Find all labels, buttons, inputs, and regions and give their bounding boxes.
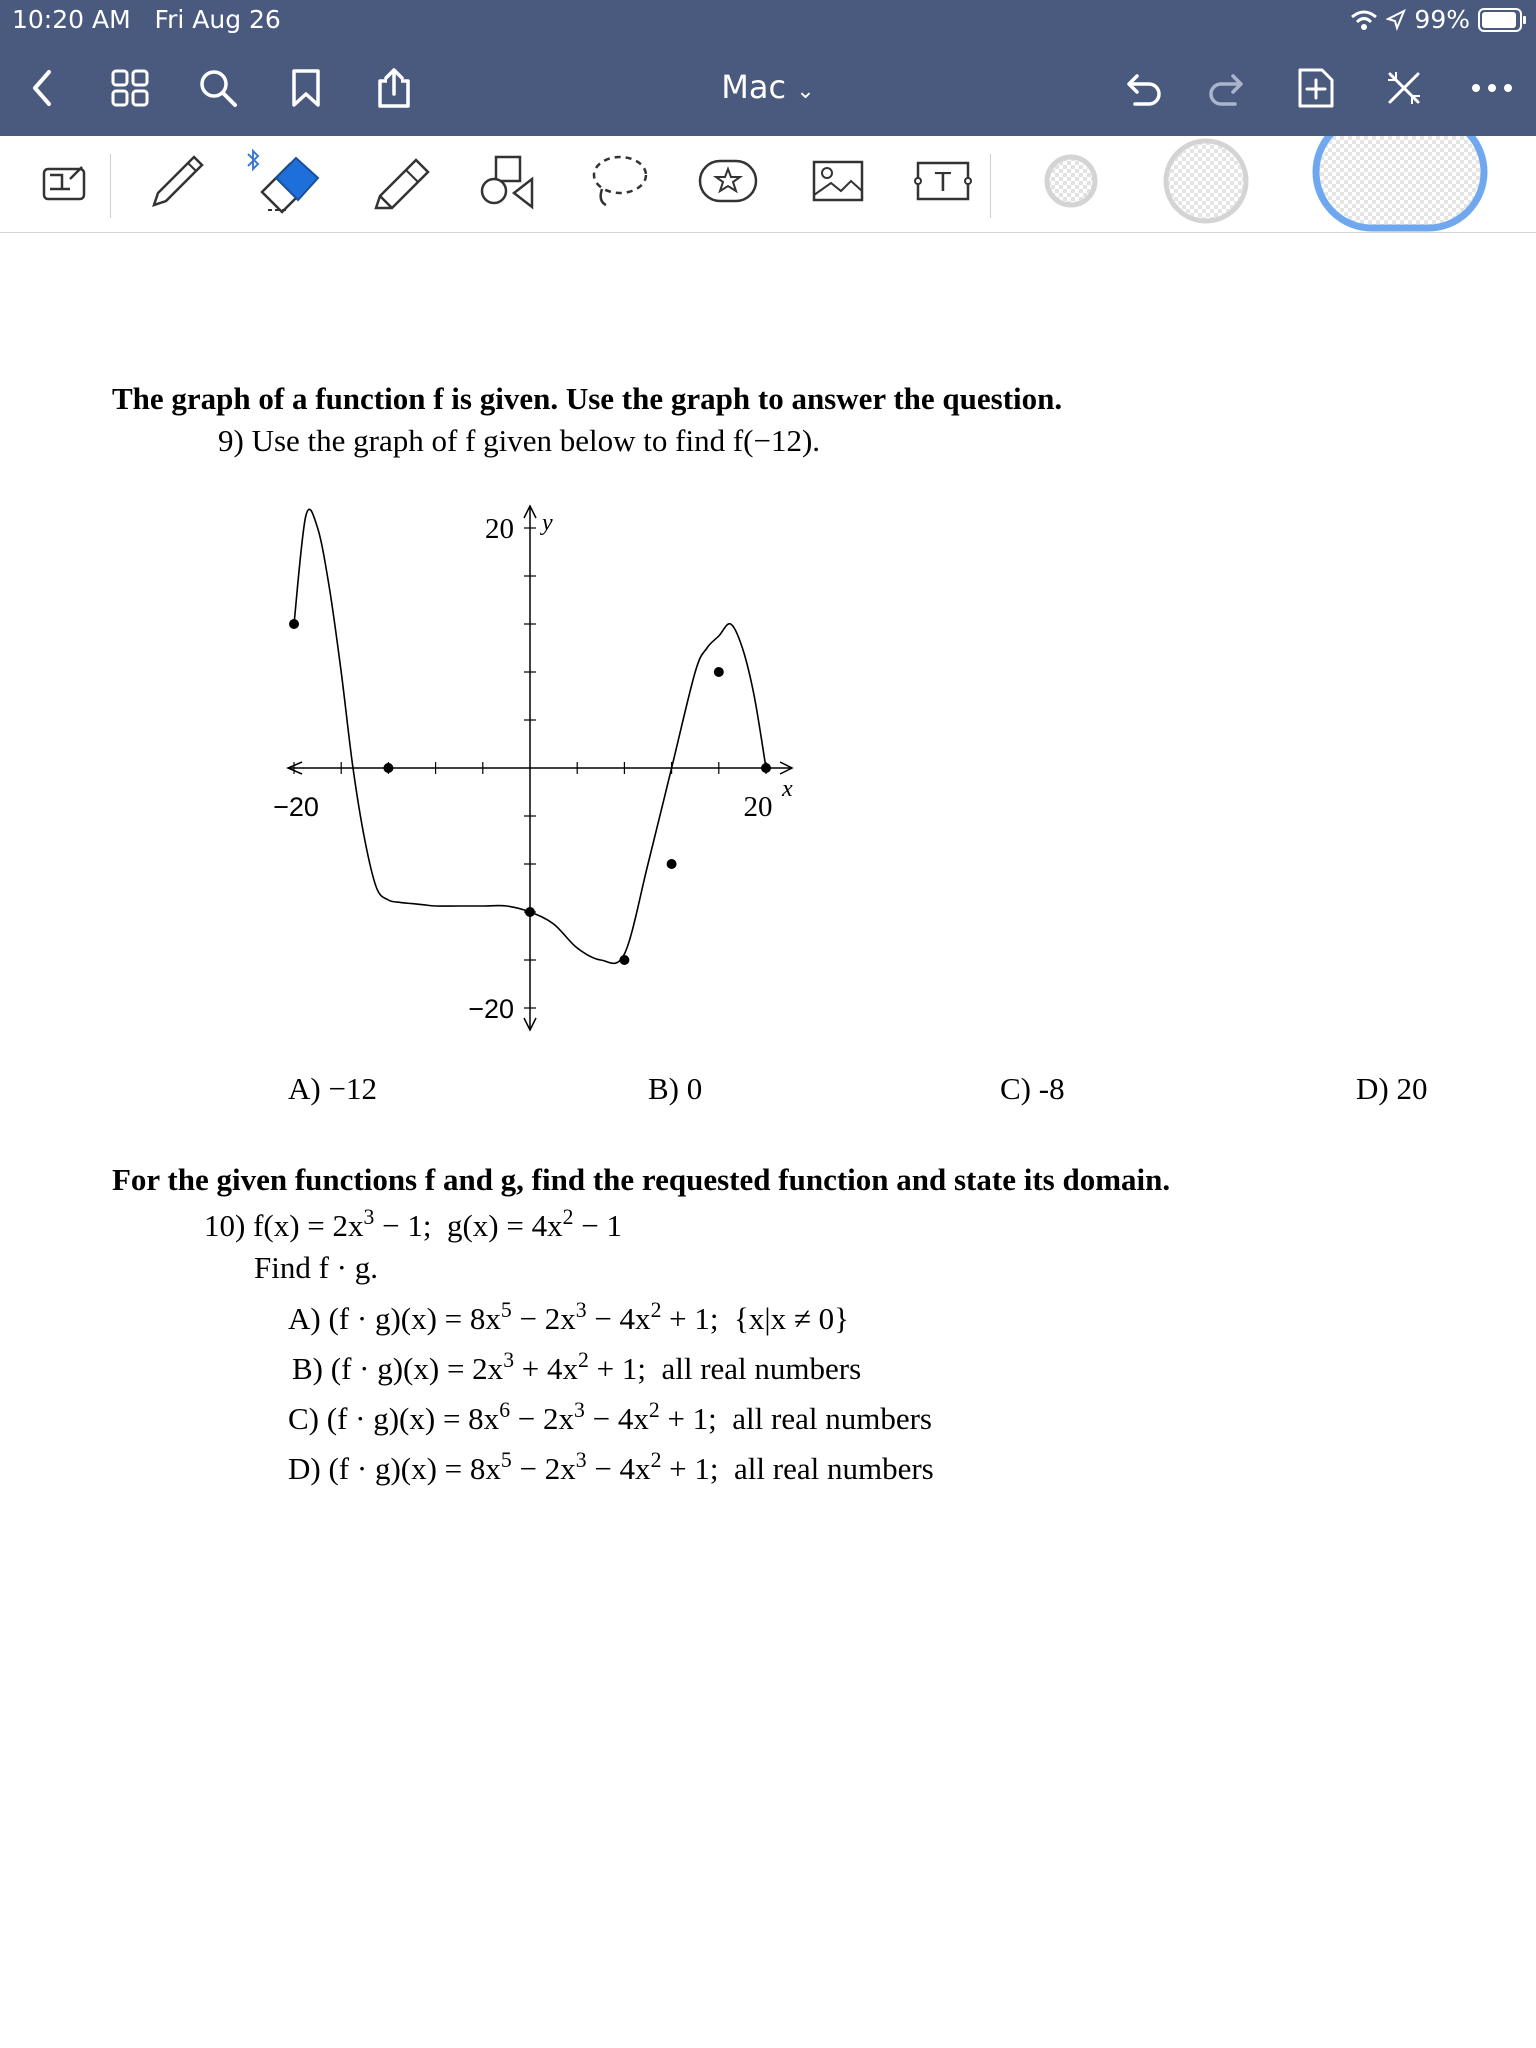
q9-option-c[interactable] — [1000, 1071, 1065, 1107]
option-letter: A) — [288, 1071, 321, 1106]
highlighter-icon[interactable] — [366, 146, 440, 216]
f-definition: $f(x) = 2x^3 - 1$; — [253, 1205, 432, 1243]
q9-question — [218, 423, 820, 459]
option-text: −12 — [328, 1071, 377, 1106]
add-page-icon[interactable] — [1290, 62, 1342, 114]
domain: all real numbers — [732, 1401, 932, 1436]
q10-option-b[interactable]: B) $(f \cdot g)(x) = 2x^3 + 4x^2 + 1$; all real numbers — [292, 1348, 862, 1386]
document-page — [0, 233, 1536, 2048]
sticker-icon[interactable] — [696, 146, 760, 216]
eraser-icon[interactable] — [254, 146, 328, 216]
option-letter: C) — [1000, 1071, 1031, 1106]
q10-option-d[interactable]: D) $(f \cdot g)(x) = 8x^5 - 2x^3 - 4x^2 + 1$; all real numbers — [288, 1448, 934, 1486]
function-graph — [250, 483, 820, 1043]
domain: all real numbers — [661, 1351, 862, 1386]
q10-number: 10) — [204, 1208, 246, 1243]
option-letter: D) — [1356, 1071, 1389, 1106]
scan-icon[interactable] — [38, 146, 94, 216]
status-time — [12, 5, 281, 34]
q10-heading: For the given functions f and g, find the requested function and state its domain. — [112, 1162, 1171, 1197]
stroke-medium-icon[interactable] — [1162, 146, 1250, 216]
top-bar — [0, 0, 1536, 136]
chevron-down-icon: ⌄ — [796, 79, 815, 104]
x-min-label: −20 — [273, 792, 319, 822]
q9-option-a[interactable] — [288, 1071, 377, 1107]
stroke-thick-icon[interactable] — [1308, 136, 1492, 232]
document-title-text: Mac — [721, 68, 787, 106]
y-max-label: 20 — [485, 513, 514, 545]
q10-option-a[interactable]: A) $(f \cdot g)(x) = 8x^5 - 2x^3 - 4x^2 + 1$; {x|x ≠ 0} — [288, 1298, 849, 1336]
q9-heading: The graph of a function f is given. Use the graph to answer the question. — [112, 381, 1063, 416]
close-fullscreen-icon[interactable] — [1378, 62, 1430, 114]
x-max-label: 20 — [743, 791, 773, 823]
option-text: -8 — [1038, 1071, 1065, 1106]
pen-icon[interactable] — [146, 146, 210, 216]
graph-point — [667, 859, 677, 869]
text-tool-glyph: T — [935, 168, 951, 198]
battery-percent: 99% — [1414, 5, 1470, 34]
tool-bar — [0, 136, 1536, 233]
clock: 10:20 AM — [12, 5, 131, 34]
graph-point — [383, 763, 393, 773]
undo-icon[interactable] — [1116, 62, 1168, 114]
graph-point — [714, 667, 724, 677]
q10-functions — [204, 1205, 622, 1244]
graph-point — [525, 907, 535, 917]
text-box-icon[interactable] — [912, 146, 974, 216]
graph-point — [761, 763, 771, 773]
graph-point — [619, 955, 629, 965]
location-icon — [1386, 9, 1406, 31]
domain: {x|x ≠ 0} — [734, 1301, 849, 1336]
x-axis-label: x — [782, 776, 793, 802]
date: Fri Aug 26 — [154, 5, 281, 34]
battery-icon — [1478, 8, 1522, 32]
option-text: 20 — [1396, 1071, 1428, 1106]
domain: all real numbers — [734, 1451, 934, 1486]
shapes-icon[interactable] — [474, 146, 538, 216]
q9-question-text: Use the graph of f given below to find f(−12). — [251, 423, 821, 458]
image-icon[interactable] — [808, 146, 868, 216]
redo-icon[interactable] — [1202, 62, 1254, 114]
q9-option-b[interactable] — [648, 1071, 702, 1107]
q9-number: 9) — [218, 423, 244, 458]
y-min-label: −20 — [468, 994, 514, 1024]
document-title-button[interactable] — [721, 68, 814, 106]
q10-option-c[interactable]: C) $(f \cdot g)(x) = 8x^6 - 2x^3 - 4x^2 + 1$; all real numbers — [288, 1398, 932, 1436]
lasso-icon[interactable] — [588, 146, 652, 216]
stroke-thin-icon[interactable] — [1042, 146, 1100, 216]
graph-point — [289, 619, 299, 629]
option-text: 0 — [686, 1071, 703, 1106]
g-definition: $g(x) = 4x^2 - 1$ — [446, 1205, 622, 1243]
navigation-row — [0, 62, 1536, 114]
option-letter: B) — [648, 1071, 679, 1106]
q9-option-d[interactable] — [1356, 1071, 1427, 1107]
wifi-icon — [1350, 9, 1378, 31]
y-axis-label: y — [542, 510, 553, 536]
q10-find: Find f · g. — [254, 1250, 378, 1285]
status-indicators — [1350, 5, 1522, 34]
more-icon[interactable] — [1466, 62, 1518, 114]
